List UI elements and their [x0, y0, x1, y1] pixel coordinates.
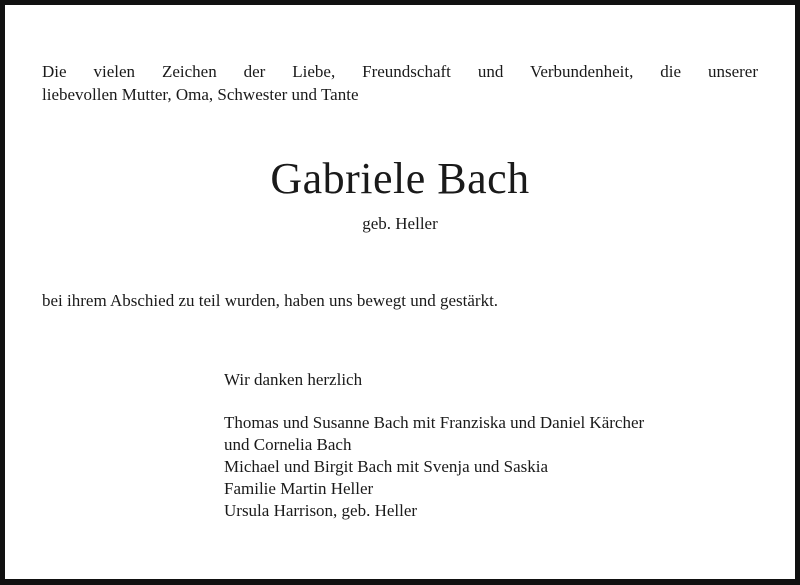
signer-list	[224, 412, 644, 522]
thanks-line: Wir danken herzlich	[224, 370, 363, 389]
farewell-text: bei ihrem Abschied zu teil wurden, haben uns bewegt und gestärkt.	[42, 291, 499, 310]
signer-line: Familie Martin Heller	[224, 479, 374, 498]
maiden-name: geb. Heller	[362, 214, 438, 233]
intro-line-2: liebevollen Mutter, Oma, Schwester und Tante	[42, 85, 359, 104]
signer-line: Ursula Harrison, geb. Heller	[224, 501, 418, 520]
deceased-name: Gabriele Bach	[270, 154, 530, 203]
intro-paragraph	[42, 60, 758, 106]
signer-line: Michael und Birgit Bach mit Svenja und Saskia	[224, 457, 549, 476]
signer-line: Thomas und Susanne Bach mit Franziska und Daniel Kärcher	[224, 413, 645, 432]
signer-line: und Cornelia Bach	[224, 435, 352, 454]
intro-line-1: Die vielen Zeichen der Liebe, Freundschaft und Verbundenheit, die unserer	[42, 62, 758, 81]
